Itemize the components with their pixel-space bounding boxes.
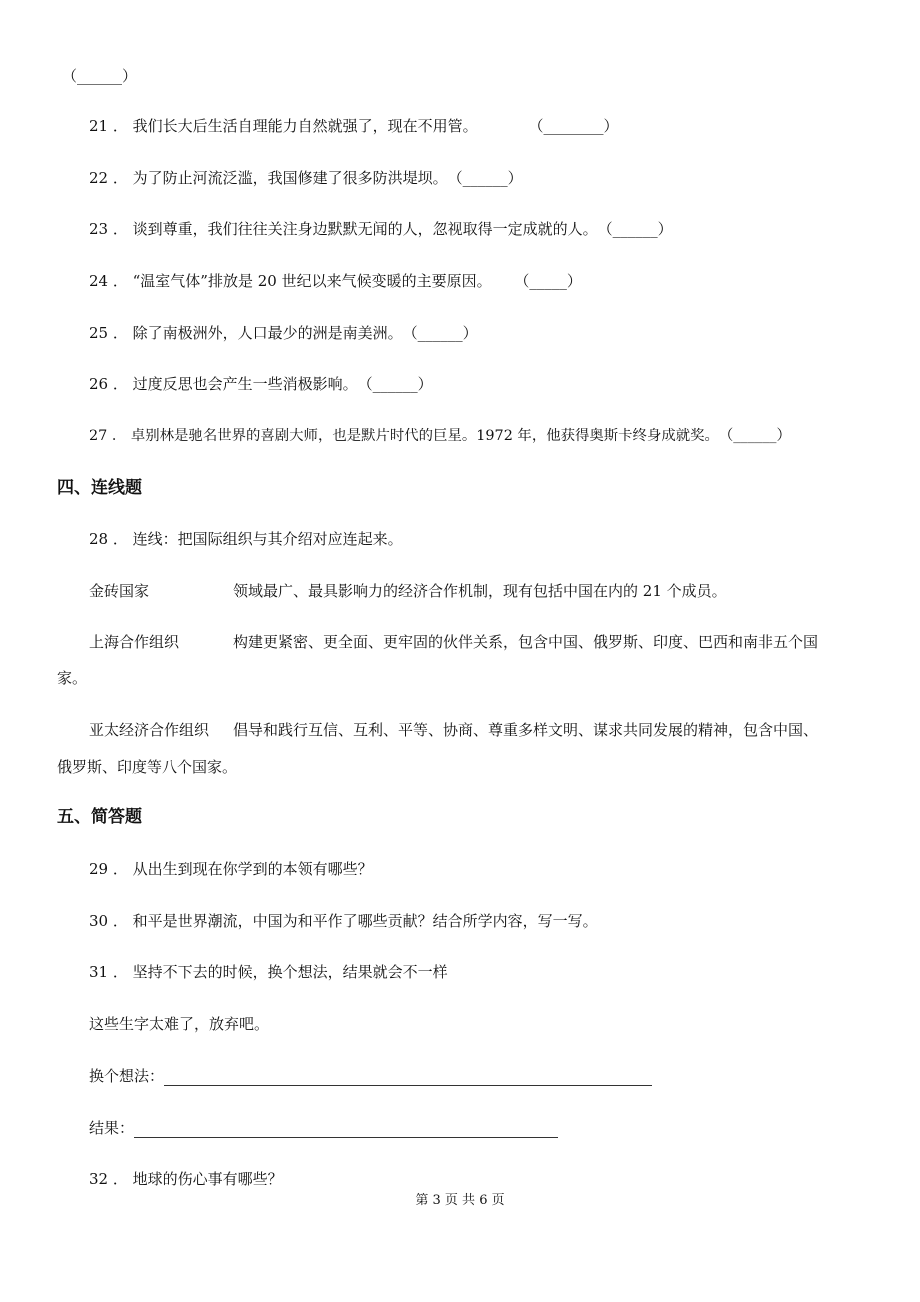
q31-sentence: 这些生字太难了，放弃吧。 [89,1015,270,1033]
question-29 [89,859,373,879]
question-text: 从出生到现在你学到的本领有哪些？ [132,860,373,878]
question-24 [89,271,582,291]
answer-line[interactable] [134,1123,558,1138]
answer-blank: （______） [357,375,433,393]
question-30 [89,911,598,931]
question-text: 过度反思也会产生一些消极影响。 [132,375,358,393]
q31-result-row [89,1118,558,1138]
question-text: 卓别林是驰名世界的喜剧大师，也是默片时代的巨星。1972 年，他获得奥斯卡终身成就奖。 [130,428,719,444]
question-31 [89,962,448,982]
think-label: 换个想法： [89,1067,165,1085]
question-number: 23 ． [89,220,128,238]
org-desc: 领域最广、最具影响力的经济合作机制，现有包括中国在内的 21 个成员。 [233,582,727,600]
question-number: 22 ． [89,169,128,187]
answer-blank: （_____） [514,272,582,290]
question-number: 24 ． [89,272,128,290]
answer-blank: （______） [597,220,673,238]
question-21 [89,116,618,136]
org-name-brics: 金砖国家 [89,582,150,600]
answer-blank: （________） [528,117,619,135]
question-number: 26 ． [89,375,128,393]
question-number: 31 ． [89,963,128,981]
answer-blank: （______） [62,67,138,85]
question-number: 29 ． [89,860,128,878]
q31-think-row [89,1066,652,1086]
question-26 [89,374,433,394]
question-27 [89,426,791,446]
org-desc: 倡导和践行互信、互利、平等、协商、尊重多样文明、谋求共同发展的精神，包含中国、 [233,721,819,739]
question-28 [89,529,403,549]
page-footer: 第 3 页 共 6 页 [415,1193,505,1208]
question-23 [89,219,673,239]
section-heading-short-answer: 五、简答题 [57,807,142,827]
answer-blank: （______） [447,169,523,187]
question-25 [89,323,478,343]
question-number: 32 ． [89,1170,128,1188]
org-name-apec: 亚太经济合作组织 [89,721,210,739]
answer-line[interactable] [164,1071,652,1086]
org-desc-continued: 家。 [57,669,88,687]
question-32 [89,1169,283,1189]
org-name-sco: 上海合作组织 [89,633,180,651]
question-text: “温室气体”排放是 20 世纪以来气候变暖的主要原因。 [132,272,492,290]
question-number: 28 ． [89,530,128,548]
question-text: 谈到尊重，我们往往关注身边默默无闻的人，忽视取得一定成就的人。 [132,220,598,238]
answer-blank: （______） [402,324,478,342]
question-text: 为了防止河流泛滥，我国修建了很多防洪堤坝。 [132,169,448,187]
org-desc-continued: 俄罗斯、印度等八个国家。 [57,758,238,776]
question-text: 连线：把国际组织与其介绍对应连起来。 [132,530,403,548]
question-number: 30 ． [89,912,128,930]
question-22 [89,168,523,188]
question-text: 和平是世界潮流，中国为和平作了哪些贡献？结合所学内容，写一写。 [132,912,598,930]
question-number: 21 ． [89,117,128,135]
question-text: 地球的伤心事有哪些？ [132,1170,283,1188]
question-text: 我们长大后生活自理能力自然就强了，现在不用管。 [132,117,478,135]
org-desc: 构建更紧密、更全面、更牢固的伙伴关系，包含中国、俄罗斯、印度、巴西和南非五个国 [233,633,819,651]
question-text: 坚持不下去的时候，换个想法，结果就会不一样 [132,963,448,981]
answer-blank: （______） [718,428,791,444]
section-heading-matching: 四、连线题 [57,478,142,498]
question-text: 除了南极洲外，人口最少的洲是南美洲。 [132,324,403,342]
question-number: 27 ． [89,428,127,444]
question-number: 25 ． [89,324,128,342]
result-label: 结果： [89,1119,135,1137]
